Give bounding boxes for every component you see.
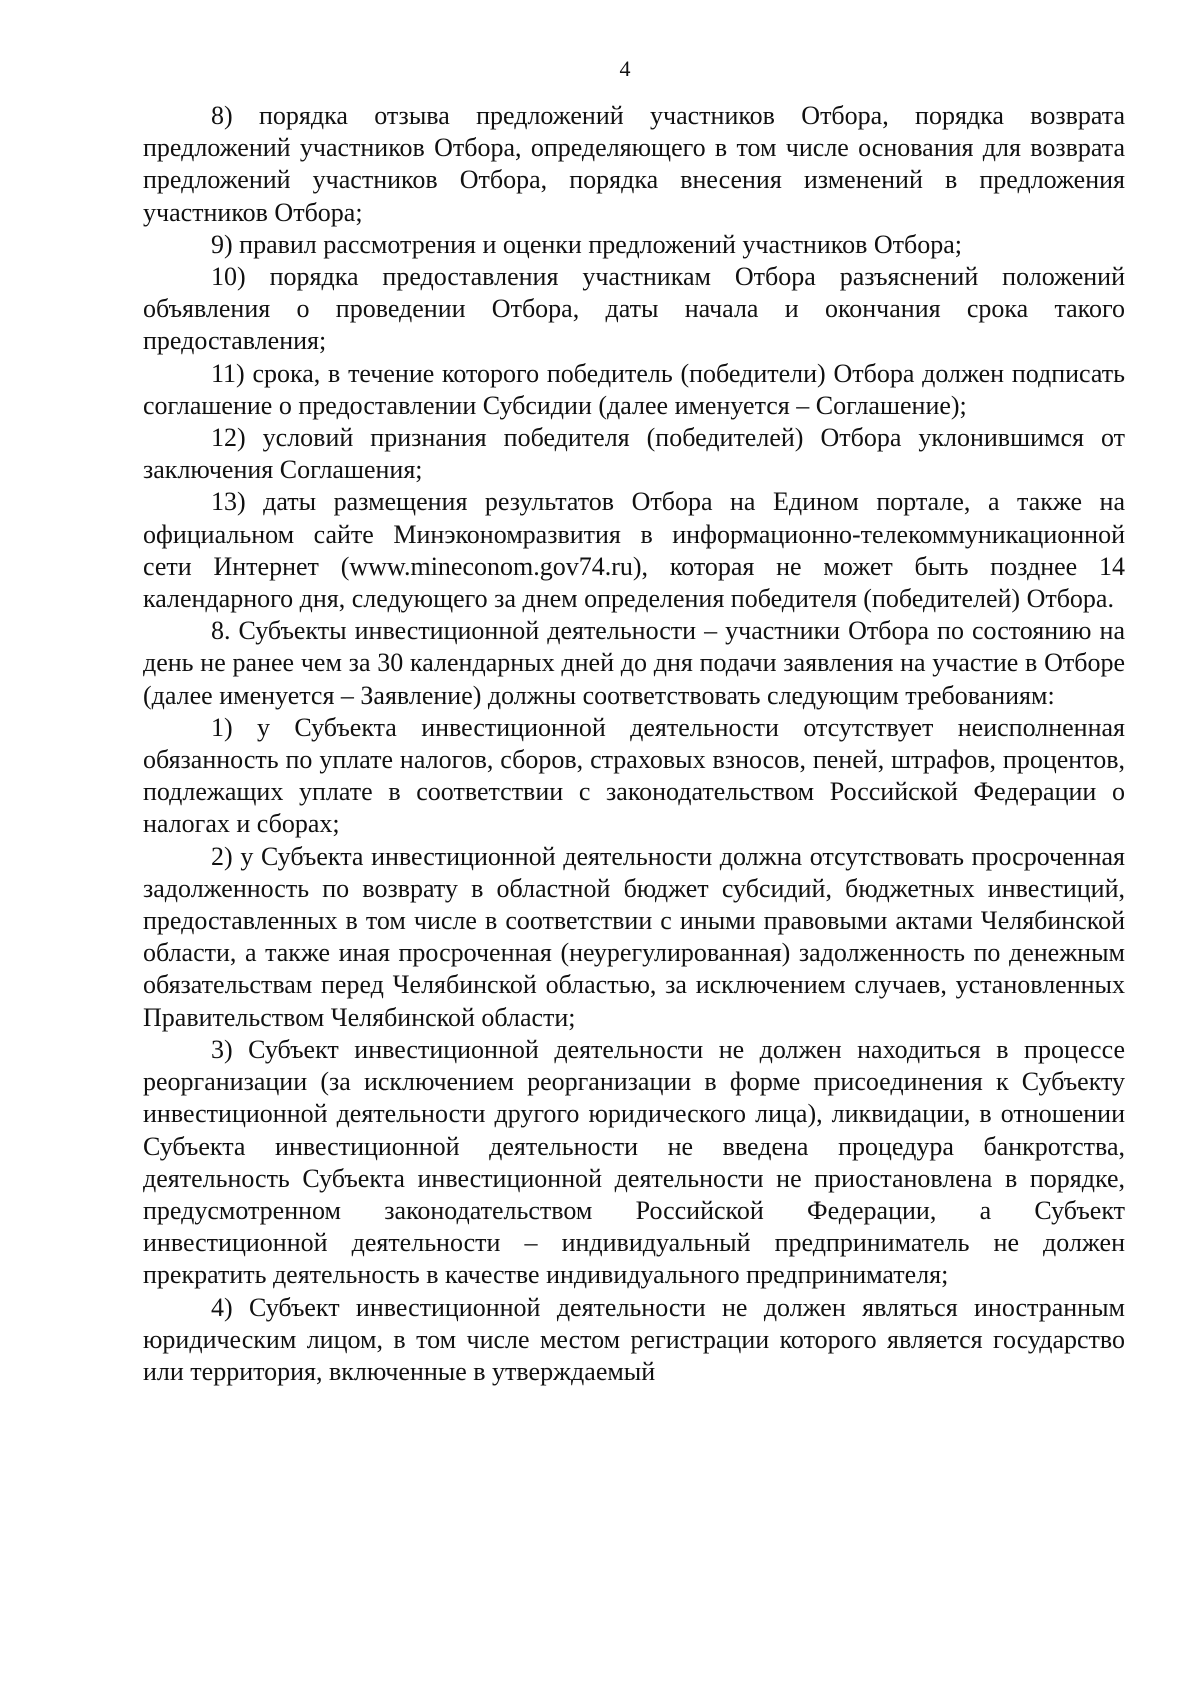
paragraph-section-8: 8. Субъекты инвестиционной деятельности – участники Отбора по состоянию на день не ранее чем за 30 календарных дней до дня подачи заявления на участие в Отборе (далее именуется – Заявление) должны соответствовать следующим требованиям:: [143, 616, 1125, 710]
paragraph-requirement-3: 3) Субъект инвестиционной деятельности не должен находиться в процессе реорганизации (за исключением реорганизации в форме присоединения к Субъекту инвестиционной деятельности другого юридического лица), ликвидации, в отношении Субъекта инвестиционной деятельности не введена процедура банкротства, деятельность Субъекта инвестиционной деятельности не приостановлена в порядке, предусмотренном законодательством Российской Федерации, а Субъект инвестиционной деятельности – индивидуальный предприниматель не должен прекратить деятельность в качестве индивидуального предпринимателя;: [143, 1034, 1125, 1290]
paragraph-item-9: 9) правил рассмотрения и оценки предложений участников Отбора;: [211, 229, 962, 259]
document-body: [143, 100, 1125, 1388]
paragraph-requirement-4: 4) Субъект инвестиционной деятельности не должен являться иностранным юридическим лицом, в том числе местом регистрации которого является государство или территория, включенные в утверждаемый: [143, 1292, 1125, 1386]
paragraph-item-10: 10) порядка предоставления участникам Отбора разъяснений положений объявления о проведении Отбора, даты начала и окончания срока такого предоставления;: [143, 262, 1125, 356]
paragraph-item-13: 13) даты размещения результатов Отбора на Едином портале, а также на официальном сайте Минэкономразвития в информационно-телекоммуникационной сети Интернет (www.mineconom.gov74.ru), которая не может быть позднее 14 календарного дня, следующего за днем определения победителя (победителей) Отбора.: [143, 487, 1125, 614]
page-number: 4: [619, 56, 631, 81]
paragraph-requirement-1: 1) у Субъекта инвестиционной деятельности отсутствует неисполненная обязанность по уплате налогов, сборов, страховых взносов, пеней, штрафов, процентов, подлежащих уплате в соответствии с законодательством Российской Федерации о налогах и сборах;: [143, 712, 1125, 839]
paragraph-item-12: 12) условий признания победителя (победителей) Отбора уклонившимся от заключения Соглашения;: [143, 423, 1125, 485]
paragraph-item-8: 8) порядка отзыва предложений участников Отбора, порядка возврата предложений участников Отбора, определяющего в том числе основания для возврата предложений участников Отбора, порядка внесения изменений в предложения участников Отбора;: [143, 101, 1125, 227]
paragraph-requirement-2: 2) у Субъекта инвестиционной деятельности должна отсутствовать просроченная задолженность по возврату в областной бюджет субсидий, бюджетных инвестиций, предоставленных в том числе в соответствии с иными правовыми актами Челябинской области, а также иная просроченная (неурегулированная) задолженность по денежным обязательствам перед Челябинской областью, за исключением случаев, установленных Правительством Челябинской области;: [143, 841, 1125, 1032]
paragraph-item-11: 11) срока, в течение которого победитель (победители) Отбора должен подписать соглашение о предоставлении Субсидии (далее именуется – Соглашение);: [143, 358, 1125, 420]
